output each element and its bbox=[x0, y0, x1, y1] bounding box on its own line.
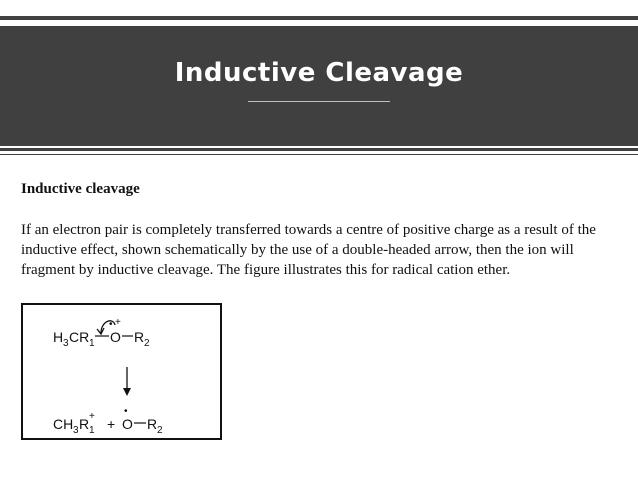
reactant-radical-dot: • bbox=[109, 319, 113, 330]
product-sub-1: 1 bbox=[89, 425, 95, 436]
reactant-h: H bbox=[53, 329, 64, 345]
reaction-scheme-svg bbox=[23, 305, 222, 440]
product-sub-3: 3 bbox=[73, 425, 79, 436]
title-underline bbox=[248, 101, 390, 102]
reactant-sub-1: 1 bbox=[89, 338, 95, 349]
header-bottom-thin-rule bbox=[0, 154, 638, 155]
product-o: O bbox=[122, 416, 133, 432]
reactant-cr: CR bbox=[69, 329, 90, 345]
product-plus-sign: + bbox=[107, 416, 116, 432]
reactant-sub-3: 3 bbox=[63, 338, 69, 349]
product-ch: CH bbox=[53, 416, 74, 432]
slide-title: Inductive Cleavage bbox=[174, 58, 464, 88]
body-paragraph: If an electron pair is completely transferred towards a centre of positive charge as a result of the inductive effect, shown schematically by the use of a double-headed arrow, then the ion will fragment by inductive cleavage. The figure illustrates this for radical cation ether. bbox=[21, 222, 596, 278]
section-heading: Inductive cleavage bbox=[21, 181, 140, 197]
reaction-arrow-head bbox=[123, 388, 131, 396]
product-r: R bbox=[79, 416, 90, 432]
product-r2: R bbox=[147, 416, 158, 432]
product-radical-dot: • bbox=[124, 406, 128, 417]
header-bottom-rule bbox=[0, 148, 638, 151]
top-rule bbox=[0, 16, 638, 20]
reactant-sub-2: 2 bbox=[144, 338, 150, 349]
reactant-r: R bbox=[134, 329, 145, 345]
reaction-scheme-figure bbox=[21, 303, 222, 440]
reactant-plus-charge: + bbox=[115, 317, 121, 328]
reactant-o: O bbox=[110, 329, 121, 345]
product-plus-charge: + bbox=[89, 411, 95, 422]
product-sub-2: 2 bbox=[157, 425, 163, 436]
